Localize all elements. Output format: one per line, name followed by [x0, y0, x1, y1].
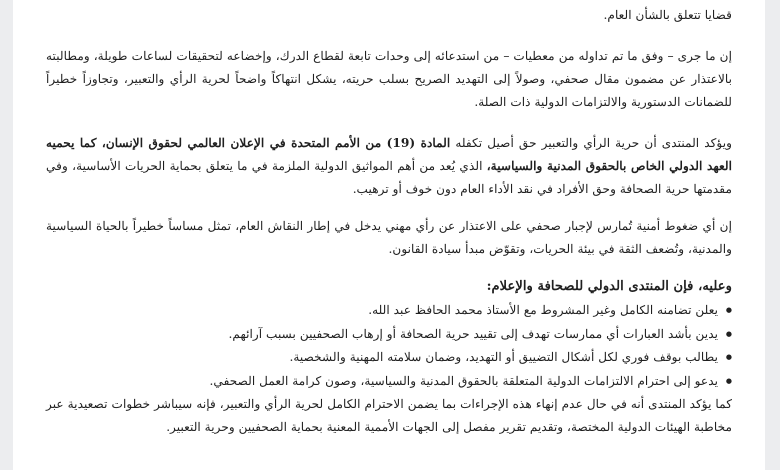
paragraph-pressure: إن أي ضغوط أمنية تُمارس لإجبار صحفي على الاعتذار عن رأي مهني يدخل في إطار النقاش العام، تمثل مساساً خطيراً بالحياة السياسية والمدنية، وتُضعف الثقة في بيئة الحريات، وتقوّض مبدأ سيادة القانون. — [46, 219, 732, 256]
section-heading: وعليه، فإن المنتدى الدولي للصحافة والإعلام: — [486, 279, 732, 294]
intro-tail: قضايا تتعلق بالشأن العام. — [603, 8, 732, 22]
paragraph-detention: إن ما جرى – وفق ما تم تداوله من معطيات – من استدعائه إلى وحدات تابعة لقطاع الدرك، وإخضاعه لتحقيقات لساعات طويلة، ومطالبته بالاعتذار عن مضمون مقال صحفي، وصولاً إلى التهديد الصريح بسلب حريته، يشكل انتهاكاً واضحاً لحرية الرأي والتعبير، وتجاوزاً خطيراً للضمانات الدستورية والالتزامات الدولية ذات الصلة. — [46, 49, 732, 109]
list-item: ● يدعو إلى احترام الالتزامات الدولية المتعلقة بالحقوق المدنية والسياسية، وصون كرامة العمل الصحفي. — [46, 370, 718, 394]
list-item: ● يعلن تضامنه الكامل وغير المشروط مع الأستاذ محمد الحافظ عبد الله. — [46, 299, 718, 323]
paragraph-rights-end: الذي يُعد من أهم المواثيق الدولية الملزمة في ما يتعلق بحماية الحريات الأساسية، وفي مقدمتها حرية الصحافة وحق الأفراد في نقد الأداء العام دون خوف أو ترهيب. — [46, 159, 732, 196]
paragraph-escalation: كما يؤكد المنتدى أنه في حال عدم إنهاء هذه الإجراءات بما يضمن الاحترام الكامل لحرية الرأي والتعبير، فإنه سيباشر خطوات تصعيدية عبر مخاطبة الهيئات الدولية المختصة، وتقديم تقرير مفصل إلى الجهات الأممية المعنية بحماية الصحفيين وحرية التعبير. — [46, 397, 732, 434]
paragraph-rights — [46, 132, 732, 201]
list-item: ● يطالب بوقف فوري لكل أشكال التضييق أو التهديد، وضمان سلامته المهنية والشخصية. — [46, 346, 718, 370]
paragraph-rights-bold: المادة (19) من الأمم المتحدة في الإعلان العالمي لحقوق الإنسان، كما يحميه العهد الدولي الخاص بالحقوق المدنية والسياسية، — [46, 136, 733, 173]
list-item: ● يدين بأشد العبارات أي ممارسات تهدف إلى تقييد حرية الصحافة أو إرهاب الصحفيين بسبب آرائهم. — [46, 323, 718, 347]
document-body — [46, 0, 732, 439]
demands-list — [46, 299, 732, 393]
document-page — [13, 0, 765, 470]
paragraph-rights-start: ويؤكد المنتدى أن حرية الرأي والتعبير حق أصيل تكفله — [455, 136, 733, 150]
